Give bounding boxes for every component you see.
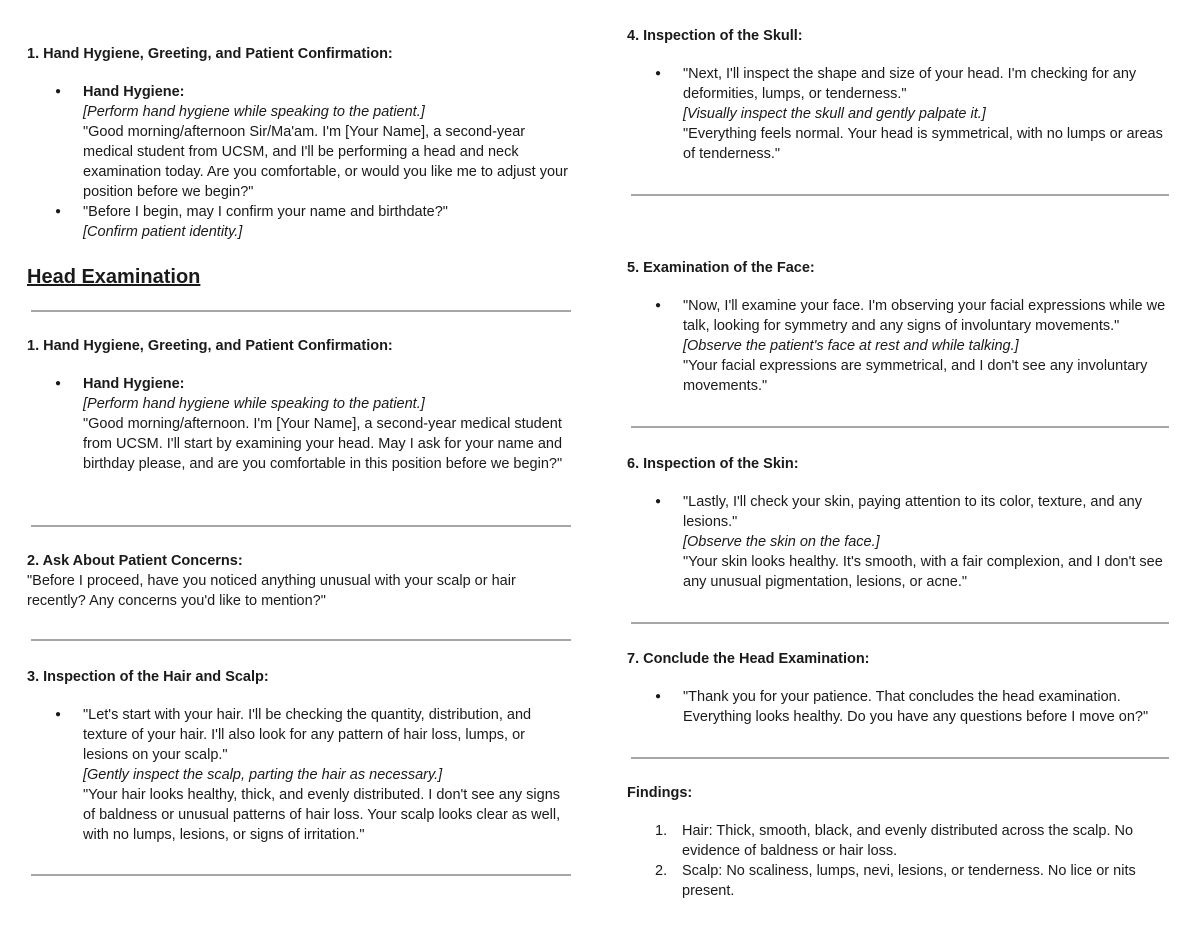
step7-bullets: [627, 687, 1172, 727]
divider: [31, 525, 571, 527]
step3-block: [27, 667, 572, 845]
step1-heading: 1. Hand Hygiene, Greeting, and Patient Confirmation:: [27, 338, 393, 354]
divider: [31, 639, 571, 641]
step1-block: [27, 336, 572, 474]
step2-heading: 2. Ask About Patient Concerns:: [27, 553, 243, 569]
findings-item-text: Scalp: No scaliness, lumps, nevi, lesions, or tenderness. No lice or nits present.: [682, 863, 1136, 899]
step3-bullet: [27, 705, 572, 845]
step1-bullets: [27, 374, 572, 474]
divider: [631, 757, 1169, 759]
intro-bullet2-quote: ● "Before I begin, may I confirm your name and birthdate?": [83, 204, 448, 220]
step4-bullet: [627, 64, 1172, 164]
intro-bullet-title: ● Hand Hygiene:: [83, 84, 185, 100]
section-title: Head Examination: [27, 266, 201, 288]
step1-bullet: [27, 374, 572, 474]
step3-bullets: [27, 705, 572, 845]
intro-bullet-action: [Perform hand hygiene while speaking to the patient.]: [83, 104, 425, 120]
findings-item: [627, 821, 1172, 861]
step3-heading: 3. Inspection of the Hair and Scalp:: [27, 669, 269, 685]
step5-quote1: ● "Now, I'll examine your face. I'm observing your facial expressions while we talk, looking for symmetry and any signs of involuntary movements.": [683, 298, 1166, 334]
step7-quote: ● "Thank you for your patience. That concludes the head examination. Everything looks healthy. Do you have any questions before I move on?": [683, 689, 1149, 725]
step6-action: [Observe the skin on the face.]: [683, 534, 880, 550]
step1-bullet-title: ● Hand Hygiene:: [83, 376, 185, 392]
step5-bullets: [627, 296, 1172, 396]
divider: [631, 622, 1169, 624]
step5-block: [627, 258, 1172, 396]
intro-bullet-hand-hygiene: [27, 82, 572, 202]
findings-item-number: 1.: [655, 823, 668, 839]
step4-quote2: "Everything feels normal. Your head is symmetrical, with no lumps or areas of tenderness.": [683, 126, 1163, 162]
step3-quote2: "Your hair looks healthy, thick, and evenly distributed. I don't see any signs of baldness or unusual patterns of hair loss. Your scalp looks clear as well, with no lumps, lesions, or signs of irritation.": [83, 787, 561, 843]
intro-bullet2-action: [Confirm patient identity.]: [83, 224, 243, 240]
step3-quote1: ● "Let's start with your hair. I'll be checking the quantity, distribution, and texture of your hair. I'll also look for any pattern of hair loss, lumps, or lesions on your scalp.": [83, 707, 532, 763]
step5-bullet: [627, 296, 1172, 396]
divider: [31, 310, 571, 312]
findings-item-number: 2.: [655, 863, 668, 879]
findings-item: [627, 861, 1172, 901]
step5-action: [Observe the patient's face at rest and while talking.]: [683, 338, 1019, 354]
step7-heading: 7. Conclude the Head Examination:: [627, 651, 870, 667]
intro-bullets: [27, 82, 572, 242]
step5-heading: 5. Examination of the Face:: [627, 260, 815, 276]
findings-heading: Findings:: [627, 785, 693, 801]
step2-block: [27, 551, 572, 611]
findings-item-text: Hair: Thick, smooth, black, and evenly distributed across the scalp. No evidence of baldness or hair loss.: [682, 823, 1134, 859]
divider: [631, 194, 1169, 196]
intro-bullet-quote: "Good morning/afternoon Sir/Ma'am. I'm [Your Name], a second-year medical student from UCSM, and I'll be performing a head and neck examination today. Are you comfortable, or would you like me to adjust your position before we begin?": [83, 124, 568, 200]
intro-bullet-confirm: [27, 202, 572, 242]
step2-text: "Before I proceed, have you noticed anything unusual with your scalp or hair recently? Any concerns you'd like to mention?": [27, 573, 516, 609]
divider: [31, 874, 571, 876]
findings-list: [627, 821, 1172, 901]
step4-action: [Visually inspect the skull and gently palpate it.]: [683, 106, 986, 122]
step1-bullet-action: [Perform hand hygiene while speaking to the patient.]: [83, 396, 425, 412]
step4-bullets: [627, 64, 1172, 164]
step4-block: [627, 26, 1172, 164]
step3-action: [Gently inspect the scalp, parting the hair as necessary.]: [83, 767, 443, 783]
step5-quote2: "Your facial expressions are symmetrical, and I don't see any involuntary movements.": [683, 358, 1148, 394]
step7-block: [627, 649, 1172, 727]
step6-quote1: ● "Lastly, I'll check your skin, paying attention to its color, texture, and any lesions.": [683, 494, 1142, 530]
divider: [631, 426, 1169, 428]
intro-block: [27, 44, 572, 242]
step6-bullet: [627, 492, 1172, 592]
step4-heading: 4. Inspection of the Skull:: [627, 28, 803, 44]
step1-bullet-quote: "Good morning/afternoon. I'm [Your Name], a second-year medical student from UCSM. I'll start by examining your head. May I ask for your name and birthday please, and are you comfortable in this position before we begin?": [83, 416, 563, 472]
step7-bullet: [627, 687, 1172, 727]
findings-block: [627, 783, 1172, 901]
step6-heading: 6. Inspection of the Skin:: [627, 456, 799, 472]
step6-bullets: [627, 492, 1172, 592]
step4-quote1: ● "Next, I'll inspect the shape and size of your head. I'm checking for any deformities, lumps, or tenderness.": [683, 66, 1137, 102]
intro-heading: 1. Hand Hygiene, Greeting, and Patient Confirmation:: [27, 46, 393, 62]
step6-quote2: "Your skin looks healthy. It's smooth, with a fair complexion, and I don't see any unusual pigmentation, lesions, or acne.": [683, 554, 1163, 590]
step6-block: [627, 454, 1172, 592]
